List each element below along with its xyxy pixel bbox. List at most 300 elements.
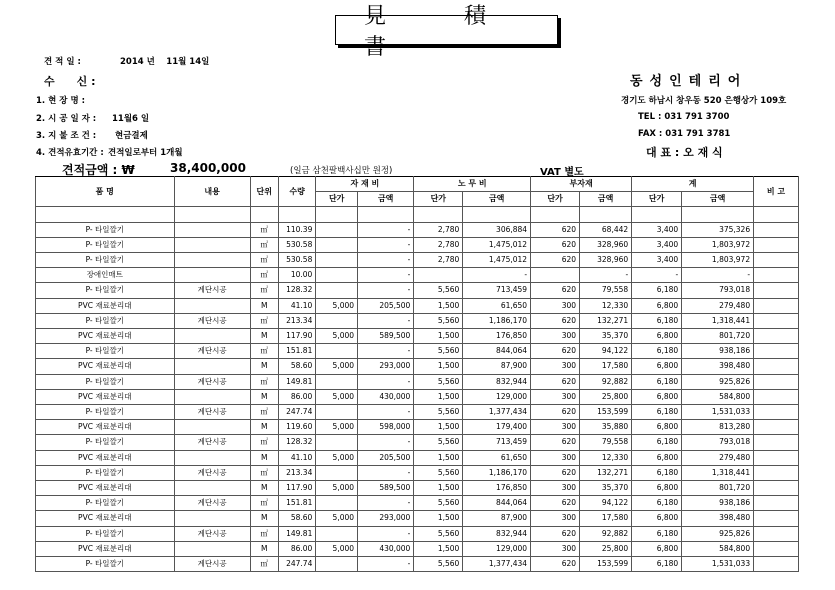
cell-sub-amount: 17,580 (580, 359, 632, 374)
cell-unit: M (250, 541, 278, 556)
cell-material-price: 5,000 (316, 359, 358, 374)
cell-desc: 계단시공 (174, 313, 250, 328)
cell-material-price (316, 405, 358, 420)
cell-sub-amount: 92,882 (580, 374, 632, 389)
cell-material-amount: - (358, 526, 414, 541)
cell-sub-price: 620 (531, 253, 580, 268)
cell-material-amount: 430,000 (358, 389, 414, 404)
cell-sub-amount: - (580, 268, 632, 283)
cell-material-amount: - (358, 222, 414, 237)
cell-total-amount: 813,280 (682, 420, 754, 435)
cell-remark (754, 420, 799, 435)
cell-item: PVC 재료분리대 (36, 359, 175, 374)
cell-remark (754, 268, 799, 283)
cell-total-amount: 801,720 (682, 481, 754, 496)
cell-labor-amount: 87,900 (463, 511, 531, 526)
table-row (36, 374, 799, 389)
header-total: 계 (632, 177, 754, 192)
cell-remark (754, 359, 799, 374)
header-desc: 내용 (174, 177, 250, 207)
cell-total-amount: 925,826 (682, 374, 754, 389)
cell-qty: 530.58 (278, 237, 316, 252)
table-row (36, 359, 799, 374)
cell-item: P- 타일깔기 (36, 405, 175, 420)
cell-total-price: 6,800 (632, 511, 682, 526)
table-row (36, 465, 799, 480)
cell-labor-amount: 179,400 (463, 420, 531, 435)
cell-labor-price (414, 207, 463, 222)
cell-qty: 151.81 (278, 344, 316, 359)
cell-total-price: 6,180 (632, 557, 682, 572)
cell-material-price (316, 237, 358, 252)
cell-desc (174, 511, 250, 526)
cell-unit: M (250, 420, 278, 435)
cell-desc (174, 222, 250, 237)
cell-remark (754, 298, 799, 313)
cell-material-amount: - (358, 283, 414, 298)
table-row (36, 450, 799, 465)
cell-item: P- 타일깔기 (36, 465, 175, 480)
cell-material-price: 5,000 (316, 298, 358, 313)
cell-labor-price: 5,560 (414, 374, 463, 389)
cell-sub-amount: 17,580 (580, 511, 632, 526)
company-representative: 대 표 : 오 재 식 (646, 146, 723, 159)
cell-qty: 128.32 (278, 435, 316, 450)
cell-material-price: 5,000 (316, 541, 358, 556)
cell-remark (754, 344, 799, 359)
table-row (36, 496, 799, 511)
period-label: 2. 시 공 일 자 : (36, 114, 97, 124)
cell-labor-amount: 1,186,170 (463, 465, 531, 480)
cell-labor-price: 1,500 (414, 541, 463, 556)
cell-item: P- 타일깔기 (36, 283, 175, 298)
cell-labor-amount: 1,377,434 (463, 405, 531, 420)
cell-total-price (632, 207, 682, 222)
cell-labor-price: 2,780 (414, 222, 463, 237)
cell-desc (174, 298, 250, 313)
cell-sub-price: 620 (531, 405, 580, 420)
cell-qty: 149.81 (278, 374, 316, 389)
cell-sub-price: 620 (531, 465, 580, 480)
cell-total-price: 6,180 (632, 283, 682, 298)
cell-desc (174, 268, 250, 283)
cell-total-price: 6,800 (632, 541, 682, 556)
cell-qty: 213.34 (278, 465, 316, 480)
cell-unit: ㎡ (250, 496, 278, 511)
cell-desc (174, 420, 250, 435)
cell-labor-price: 1,500 (414, 359, 463, 374)
cell-desc (174, 207, 250, 222)
header-sub-price: 단가 (531, 192, 580, 207)
cell-sub-price: 620 (531, 496, 580, 511)
cell-labor-price: 5,560 (414, 344, 463, 359)
cell-desc: 계단시공 (174, 405, 250, 420)
table-row (36, 435, 799, 450)
cell-material-amount: - (358, 496, 414, 511)
cell-labor-price: 2,780 (414, 253, 463, 268)
cell-remark (754, 541, 799, 556)
table-row (36, 283, 799, 298)
cell-labor-amount: 1,475,012 (463, 253, 531, 268)
cell-total-amount: 1,803,972 (682, 237, 754, 252)
cell-sub-price: 620 (531, 435, 580, 450)
cell-item: 장애인매트 (36, 268, 175, 283)
cell-total-price: 6,800 (632, 359, 682, 374)
estimate-table (35, 176, 799, 572)
cell-unit: M (250, 389, 278, 404)
cell-material-price (316, 344, 358, 359)
amount-value: 38,400,000 (170, 161, 246, 175)
header-unit: 단위 (250, 177, 278, 207)
cell-total-amount: 584,800 (682, 541, 754, 556)
recipient-label: 수 신 : (44, 75, 96, 88)
cell-labor-amount: 129,000 (463, 389, 531, 404)
cell-sub-price: 300 (531, 420, 580, 435)
cell-total-price: 6,180 (632, 374, 682, 389)
table-row (36, 329, 799, 344)
cell-unit: ㎡ (250, 405, 278, 420)
cell-labor-price: 5,560 (414, 405, 463, 420)
cell-material-amount: 430,000 (358, 541, 414, 556)
table-row (36, 253, 799, 268)
cell-qty: 86.00 (278, 389, 316, 404)
cell-remark (754, 222, 799, 237)
cell-sub-amount: 12,330 (580, 450, 632, 465)
cell-item: P- 타일깔기 (36, 557, 175, 572)
cell-qty: 110.39 (278, 222, 316, 237)
cell-labor-amount (463, 207, 531, 222)
cell-labor-price: 5,560 (414, 435, 463, 450)
cell-sub-amount: 153,599 (580, 557, 632, 572)
cell-labor-amount: 87,900 (463, 359, 531, 374)
cell-total-amount: 375,326 (682, 222, 754, 237)
cell-total-amount: 793,018 (682, 435, 754, 450)
cell-item: P- 타일깔기 (36, 344, 175, 359)
payment-label: 3. 지 불 조 건 : (36, 131, 97, 141)
cell-sub-amount: 92,882 (580, 526, 632, 541)
cell-sub-amount: 132,271 (580, 313, 632, 328)
cell-labor-price: 1,500 (414, 420, 463, 435)
cell-labor-price: 1,500 (414, 450, 463, 465)
cell-total-price: 6,180 (632, 496, 682, 511)
table-row (36, 313, 799, 328)
cell-total-amount: 1,531,033 (682, 557, 754, 572)
table-row (36, 420, 799, 435)
cell-unit: ㎡ (250, 222, 278, 237)
period-value: 11월6 일 (112, 114, 150, 124)
cell-desc: 계단시공 (174, 557, 250, 572)
cell-remark (754, 313, 799, 328)
cell-total-price: 6,800 (632, 298, 682, 313)
cell-desc (174, 541, 250, 556)
cell-total-amount: 938,186 (682, 496, 754, 511)
cell-desc (174, 237, 250, 252)
cell-sub-amount: 12,330 (580, 298, 632, 313)
cell-labor-price: 1,500 (414, 481, 463, 496)
cell-unit: ㎡ (250, 465, 278, 480)
cell-sub-amount: 79,558 (580, 435, 632, 450)
cell-remark (754, 511, 799, 526)
cell-item: P- 타일깔기 (36, 237, 175, 252)
cell-remark (754, 450, 799, 465)
cell-sub-amount: 35,370 (580, 481, 632, 496)
header-total-amount: 금액 (682, 192, 754, 207)
date-value: 2014 년 11월 14일 (120, 57, 210, 67)
cell-total-amount (682, 207, 754, 222)
cell-total-price: - (632, 268, 682, 283)
cell-total-amount: 925,826 (682, 526, 754, 541)
cell-unit: M (250, 298, 278, 313)
cell-sub-amount: 35,370 (580, 329, 632, 344)
cell-desc: 계단시공 (174, 465, 250, 480)
cell-labor-price: 1,500 (414, 389, 463, 404)
cell-item: PVC 재료분리대 (36, 511, 175, 526)
cell-labor-amount: 1,186,170 (463, 313, 531, 328)
cell-labor-amount: 832,944 (463, 374, 531, 389)
cell-unit: M (250, 359, 278, 374)
date-label: 견 적 일 : (44, 57, 81, 67)
cell-item: PVC 재료분리대 (36, 420, 175, 435)
table-row (36, 207, 799, 222)
cell-material-price (316, 313, 358, 328)
cell-item: P- 타일깔기 (36, 526, 175, 541)
cell-item: P- 타일깔기 (36, 496, 175, 511)
cell-item: P- 타일깔기 (36, 222, 175, 237)
cell-qty: 247.74 (278, 405, 316, 420)
cell-total-amount: 279,480 (682, 298, 754, 313)
header-sub-amount: 금액 (580, 192, 632, 207)
table-row (36, 222, 799, 237)
cell-sub-price: 620 (531, 344, 580, 359)
cell-sub-price: 300 (531, 329, 580, 344)
header-total-price: 단가 (632, 192, 682, 207)
cell-sub-price: 620 (531, 526, 580, 541)
cell-labor-amount: 129,000 (463, 541, 531, 556)
cell-remark (754, 465, 799, 480)
cell-qty: 117.90 (278, 329, 316, 344)
company-fax: FAX : 031 791 3781 (638, 129, 731, 139)
cell-desc (174, 253, 250, 268)
cell-item: PVC 재료분리대 (36, 541, 175, 556)
cell-total-price: 6,800 (632, 329, 682, 344)
cell-labor-amount: 176,850 (463, 481, 531, 496)
vat-note: VAT 별도 (540, 167, 584, 178)
payment-value: 현금결제 (115, 131, 148, 141)
cell-sub-amount: 132,271 (580, 465, 632, 480)
cell-material-amount: - (358, 557, 414, 572)
cell-unit: M (250, 329, 278, 344)
cell-desc: 계단시공 (174, 526, 250, 541)
company-tel: TEL : 031 791 3700 (638, 112, 730, 122)
table-row (36, 405, 799, 420)
cell-sub-price: 620 (531, 222, 580, 237)
table-row (36, 511, 799, 526)
cell-sub-price (531, 207, 580, 222)
cell-total-amount: 584,800 (682, 389, 754, 404)
cell-desc: 계단시공 (174, 344, 250, 359)
cell-remark (754, 237, 799, 252)
cell-labor-amount: 713,459 (463, 283, 531, 298)
cell-desc: 계단시공 (174, 374, 250, 389)
cell-remark (754, 207, 799, 222)
cell-material-price: 5,000 (316, 511, 358, 526)
cell-labor-price: 1,500 (414, 511, 463, 526)
cell-remark (754, 405, 799, 420)
table-row (36, 541, 799, 556)
cell-material-price (316, 283, 358, 298)
cell-material-price: 5,000 (316, 420, 358, 435)
cell-total-price: 6,180 (632, 526, 682, 541)
cell-item: PVC 재료분리대 (36, 329, 175, 344)
cell-sub-price: 620 (531, 283, 580, 298)
cell-material-price: 5,000 (316, 389, 358, 404)
cell-unit: ㎡ (250, 237, 278, 252)
cell-material-price: 5,000 (316, 329, 358, 344)
cell-sub-amount: 25,800 (580, 541, 632, 556)
cell-total-amount: 1,803,972 (682, 253, 754, 268)
cell-material-amount (358, 207, 414, 222)
cell-unit: M (250, 511, 278, 526)
cell-total-amount: 1,318,441 (682, 313, 754, 328)
header-material-price: 단가 (316, 192, 358, 207)
cell-sub-price: 300 (531, 481, 580, 496)
header-remark: 비 고 (754, 177, 799, 207)
cell-sub-amount: 35,880 (580, 420, 632, 435)
cell-labor-amount: 844,064 (463, 344, 531, 359)
cell-qty: 58.60 (278, 511, 316, 526)
cell-material-amount: - (358, 268, 414, 283)
cell-unit: ㎡ (250, 313, 278, 328)
table-row (36, 557, 799, 572)
cell-total-price: 3,400 (632, 222, 682, 237)
table-row (36, 389, 799, 404)
cell-qty: 58.60 (278, 359, 316, 374)
header-material-amount: 금액 (358, 192, 414, 207)
header-row-top (36, 177, 799, 192)
cell-desc: 계단시공 (174, 283, 250, 298)
amount-label: 견적금액 : ₩ (62, 163, 135, 177)
cell-sub-price: 300 (531, 359, 580, 374)
cell-labor-price: 5,560 (414, 496, 463, 511)
cell-total-amount: 1,318,441 (682, 465, 754, 480)
cell-labor-amount: 61,650 (463, 298, 531, 313)
cell-item: P- 타일깔기 (36, 313, 175, 328)
cell-total-price: 6,180 (632, 465, 682, 480)
table-row (36, 268, 799, 283)
cell-unit: ㎡ (250, 268, 278, 283)
cell-desc: 계단시공 (174, 496, 250, 511)
cell-labor-price: 5,560 (414, 526, 463, 541)
cell-sub-amount: 68,442 (580, 222, 632, 237)
cell-remark (754, 253, 799, 268)
cell-sub-amount: 94,122 (580, 344, 632, 359)
validity-label: 4. 견적유효기간 : (36, 148, 104, 158)
cell-sub-amount: 153,599 (580, 405, 632, 420)
cell-qty: 119.60 (278, 420, 316, 435)
cell-remark (754, 283, 799, 298)
cell-total-price: 6,180 (632, 344, 682, 359)
cell-total-price: 6,800 (632, 420, 682, 435)
cell-unit: ㎡ (250, 526, 278, 541)
cell-qty: 151.81 (278, 496, 316, 511)
cell-desc (174, 450, 250, 465)
header-labor: 노 무 비 (414, 177, 531, 192)
cell-qty: 117.90 (278, 481, 316, 496)
cell-sub-amount (580, 207, 632, 222)
cell-material-price (316, 435, 358, 450)
cell-labor-price: 5,560 (414, 283, 463, 298)
cell-item: PVC 재료분리대 (36, 298, 175, 313)
cell-material-amount: - (358, 237, 414, 252)
table-row (36, 526, 799, 541)
cell-material-price (316, 207, 358, 222)
cell-labor-price: 1,500 (414, 298, 463, 313)
cell-total-price: 6,800 (632, 389, 682, 404)
cell-desc (174, 389, 250, 404)
cell-unit: ㎡ (250, 344, 278, 359)
cell-total-amount: 398,480 (682, 511, 754, 526)
cell-material-amount: - (358, 344, 414, 359)
cell-sub-price: 300 (531, 450, 580, 465)
cell-unit: ㎡ (250, 374, 278, 389)
cell-material-amount: 293,000 (358, 511, 414, 526)
cell-item (36, 207, 175, 222)
cell-qty (278, 207, 316, 222)
cell-material-amount: - (358, 253, 414, 268)
cell-labor-amount: - (463, 268, 531, 283)
cell-desc (174, 481, 250, 496)
cell-material-amount: 205,500 (358, 450, 414, 465)
cell-material-amount: 205,500 (358, 298, 414, 313)
cell-sub-price: 620 (531, 374, 580, 389)
cell-total-price: 6,180 (632, 313, 682, 328)
table-row (36, 344, 799, 359)
cell-sub-price: 300 (531, 389, 580, 404)
cell-sub-price: 300 (531, 298, 580, 313)
cell-material-amount: - (358, 435, 414, 450)
cell-labor-price: 5,560 (414, 557, 463, 572)
cell-labor-amount: 306,884 (463, 222, 531, 237)
cell-unit: ㎡ (250, 557, 278, 572)
cell-sub-price: 300 (531, 511, 580, 526)
cell-unit: ㎡ (250, 283, 278, 298)
header-sub: 부자재 (531, 177, 632, 192)
table-body (36, 207, 799, 572)
cell-total-amount: - (682, 268, 754, 283)
cell-qty: 10.00 (278, 268, 316, 283)
cell-remark (754, 329, 799, 344)
cell-labor-amount: 176,850 (463, 329, 531, 344)
cell-remark (754, 481, 799, 496)
cell-total-amount: 938,186 (682, 344, 754, 359)
cell-material-price (316, 374, 358, 389)
cell-material-amount: 589,500 (358, 481, 414, 496)
cell-unit: ㎡ (250, 435, 278, 450)
cell-qty: 213.34 (278, 313, 316, 328)
cell-item: PVC 재료분리대 (36, 450, 175, 465)
cell-unit: ㎡ (250, 253, 278, 268)
cell-total-price: 3,400 (632, 237, 682, 252)
cell-qty: 247.74 (278, 557, 316, 572)
table-row (36, 237, 799, 252)
cell-material-amount: - (358, 465, 414, 480)
cell-unit (250, 207, 278, 222)
header-item: 품 명 (36, 177, 175, 207)
cell-sub-price (531, 268, 580, 283)
cell-unit: M (250, 450, 278, 465)
cell-item: P- 타일깔기 (36, 253, 175, 268)
cell-remark (754, 526, 799, 541)
